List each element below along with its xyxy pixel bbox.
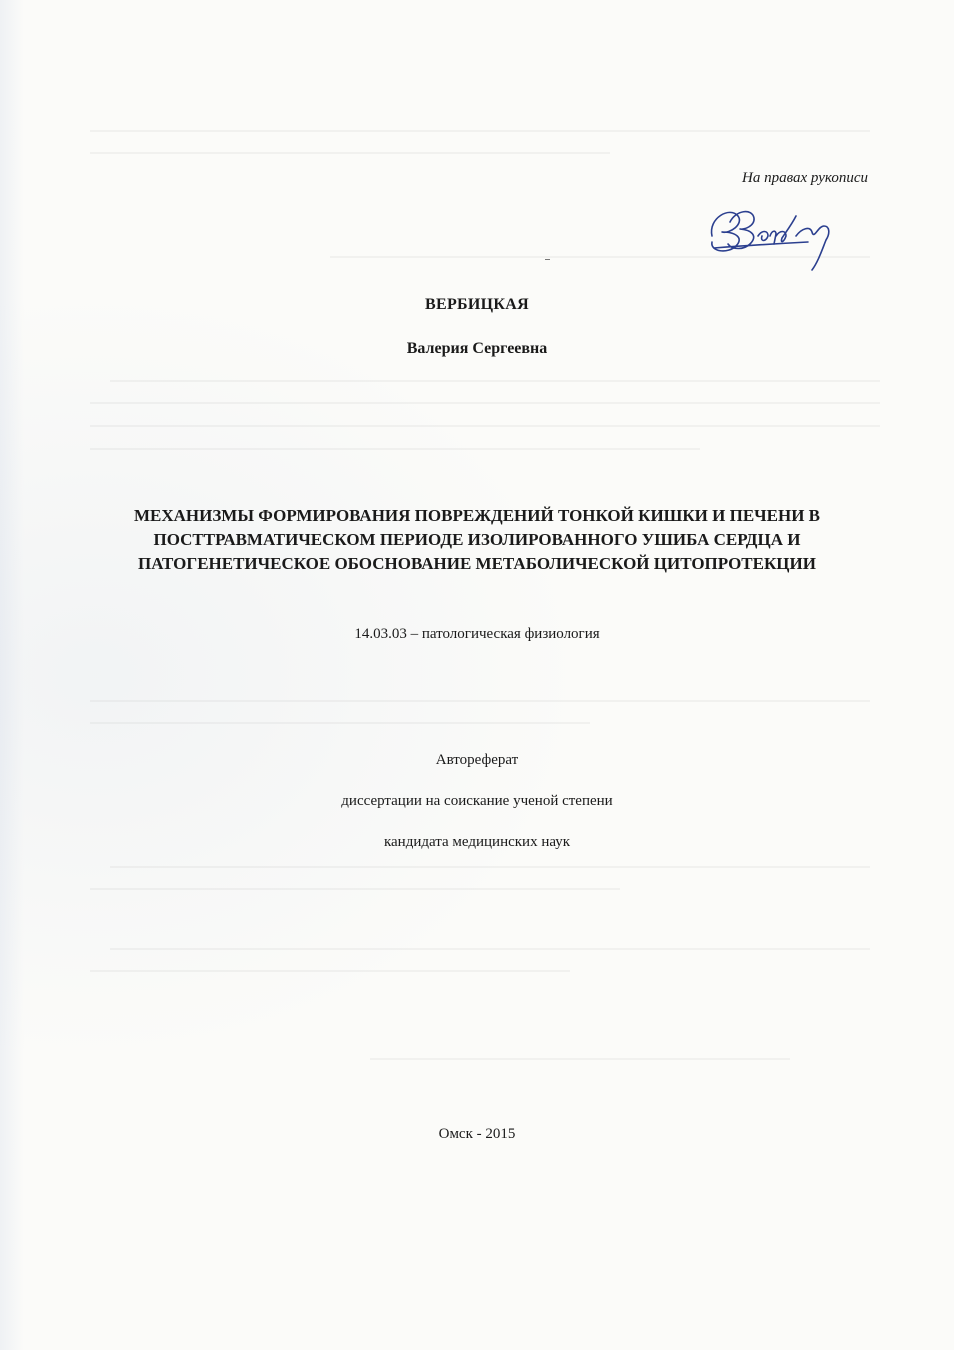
handwritten-signature [700, 196, 850, 276]
show-through-line [90, 130, 870, 132]
author-surname: ВЕРБИЦКАЯ [425, 296, 529, 313]
document-type: Автореферат [435, 752, 519, 768]
show-through-line [110, 380, 880, 382]
show-through-line [90, 722, 590, 724]
show-through-line [110, 948, 870, 950]
title-line: ПАТОГЕНЕТИЧЕСКОЕ ОБОСНОВАНИЕ МЕТАБОЛИЧЕСКОЙ ЦИТОПРОТЕКЦИИ [138, 554, 816, 573]
place-and-year: Омск - 2015 [438, 1126, 516, 1142]
show-through-line [370, 1058, 790, 1060]
show-through-line [110, 866, 870, 868]
show-through-line [90, 152, 610, 154]
show-through-line [90, 888, 620, 890]
specialty-code: 14.03.03 – патологическая физиология [354, 626, 600, 642]
show-through-line [90, 425, 880, 427]
show-through-line [90, 402, 880, 404]
show-through-line [90, 448, 700, 450]
author-given-names: Валерия Сергеевна [406, 340, 548, 357]
show-through-line [90, 970, 570, 972]
rights-note: На правах рукописи [742, 170, 868, 186]
degree-name: кандидата медицинских наук [383, 834, 571, 850]
document-purpose: диссертации на соискание ученой степени [341, 793, 613, 809]
show-through-line [90, 700, 870, 702]
title-line: МЕХАНИЗМЫ ФОРМИРОВАНИЯ ПОВРЕЖДЕНИЙ ТОНКОЙ КИШКИ И ПЕЧЕНИ В [133, 506, 821, 525]
dissertation-title [60, 504, 894, 576]
title-line: ПОСТТРАВМАТИЧЕСКОМ ПЕРИОДЕ ИЗОЛИРОВАННОГО УШИБА СЕРДЦА И [153, 530, 801, 549]
stray-mark [545, 259, 550, 260]
